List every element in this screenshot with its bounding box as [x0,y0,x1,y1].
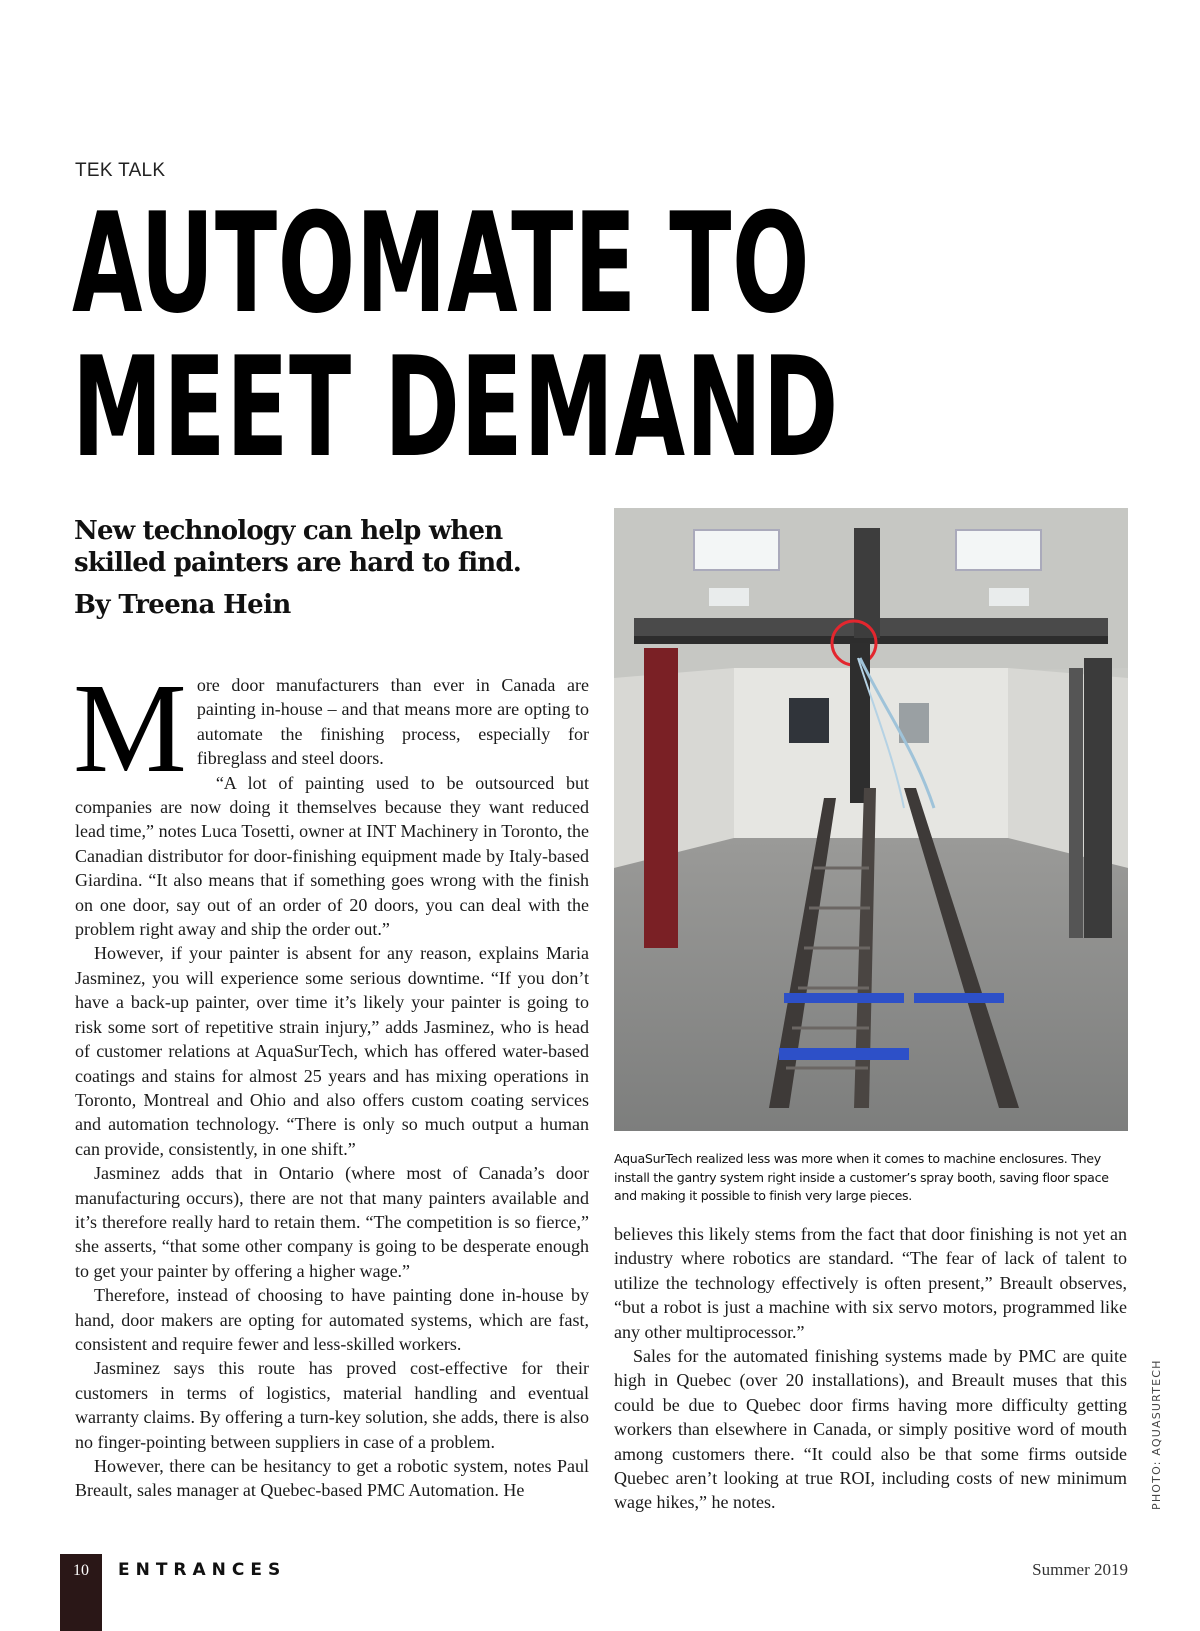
paragraph-9: Sales for the automated finishing systems made by PMC are quite high in Quebec (over 20 installations), and Breault muses that this could be due to Quebec door firms having more difficulty getting workers than elsewhere in Canada, or simply positive word of mouth among customers there. “It could also be that some firms outside Quebec aren’t looking at true ROI, including costs of new minimum wage hikes,” he notes. [614,1346,1127,1513]
photo-credit: PHOTO: AQUASURTECH [1150,1359,1163,1510]
photo-caption: AquaSurTech realized less was more when it comes to machine enclosures. They install the gantry system right inside a customer’s spray booth, saving floor space and making it possible to finish very large pieces. [614,1151,1109,1203]
page-number: 10 [73,1562,89,1579]
paragraph-1-text: ore door manufacturers than ever in Canada are painting in-house – and that means more are opting to automate the finishing process, especially for fibreglass and steel doors. [196,675,589,769]
drop-cap: M [73,657,187,799]
magazine-name: ENTRANCES [118,1560,287,1580]
issue-date: Summer 2019 [1032,1560,1128,1579]
byline: By Treena Hein [74,590,291,620]
article-dek: New technology can help when skilled painters are hard to find. [74,516,522,578]
headline [72,183,839,488]
paragraph-7: However, there can be hesitancy to get a robotic system, notes Paul Breault, sales manager at Quebec-based PMC Automation. He [75,1456,589,1501]
spray-booth-gantry-illustration [614,508,1128,1131]
article-photo [614,508,1128,1131]
paragraph-6: Jasminez says this route has proved cost-effective for their customers in terms of logistics, material handling and eventual warranty claims. By offering a turn-key solution, she adds, there is also no finger-pointing between suppliers in case of a problem. [75,1358,589,1452]
paragraph-3: However, if your painter is absent for any reason, explains Maria Jasminez, you will experience some serious downtime. “If you don’t have a back-up painter, over time it’s likely your painter is going to risk some sort of repetitive strain injury,” adds Jasminez, who is head of customer relations at AquaSurTech, which has offered water-based coatings and stains for almost 25 years and has mixing operations in Toronto, Montreal and Ohio and also offers custom coating services and automation technology. “There is only so much output a human can provide, consistently, in one shift.” [75,943,589,1159]
paragraph-8: believes this likely stems from the fact that door finishing is not yet an industry where robotics are standard. “The fear of lack of talent to utilize the technology effectively is often present,” Breault observes, “but a robot is just a machine with six servo motors, programmed like any other multiprocessor.” [614,1224,1127,1342]
paragraph-2: “A lot of painting used to be outsourced but companies are now doing it themselves because they want reduced lead time,” notes Luca Tosetti, owner at INT Machinery in Toronto, the Canadian distributor for door-finishing equipment made by Italy-based Giardina. “It also means that if something goes wrong with the finish on one door, say out of an order of 20 doors, you can deal with the problem right away and ship the order out.” [75,772,589,940]
paragraph-4: Jasminez adds that in Ontario (where most of Canada’s door manufacturing occurs), there are not that many painters available and it’s therefore really hard to retain them. “The competition is so fierce,” she asserts, “that some other company is going to be desperate enough to get your painter by offering a higher wage.” [75,1163,589,1281]
paragraph-5: Therefore, instead of choosing to have painting done in-house by hand, door makers are opting for automated systems, which are fast, consistent and require fewer and less-skilled workers. [75,1285,589,1354]
headline-line-1: AUTOMATE TO [72,183,811,344]
article-column-right [614,1222,1127,1515]
paragraph-1 [73,657,589,799]
section-label: TEK TALK [75,160,166,181]
headline-line-2: MEET DEMAND [72,327,839,488]
article-column-left [73,657,589,1503]
